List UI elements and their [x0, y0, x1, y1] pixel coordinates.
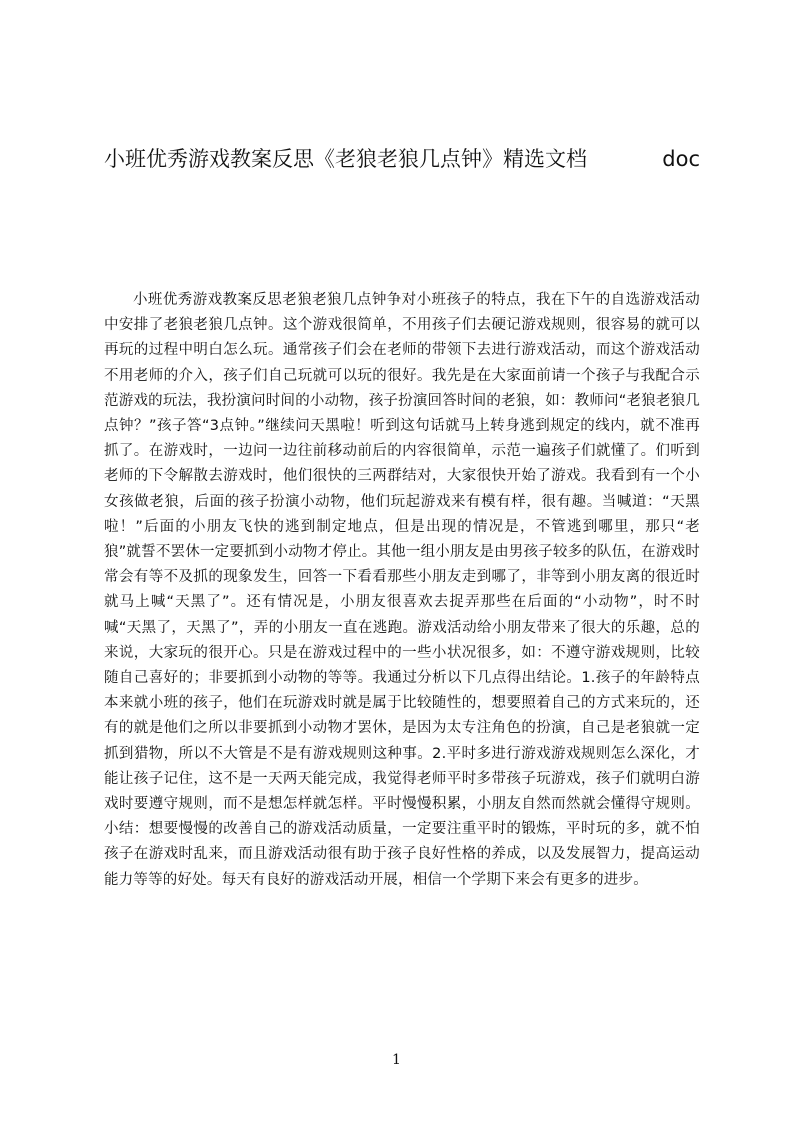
page-number: 1	[392, 1052, 401, 1068]
document-title	[104, 143, 704, 175]
document-title-suffix: doc	[662, 147, 700, 171]
document-body: 小班优秀游戏教案反思老狼老狼几点钟争对小班孩子的特点，我在下午的自选游戏活动中安排了老狼老狼几点钟。这个游戏很简单，不用孩子们去硬记游戏规则，很容易的就可以再玩的过程中明白怎么玩。通常孩子们会在老师的带领下去进行游戏活动，而这个游戏活动不用老师的介入，孩子们自己玩就可以玩的很好。我先是在大家面前请一个孩子与我配合示范游戏的玩法，我扮演问时间的小动物，孩子扮演回答时间的老狼，如：教师问“老狼老狼几点钟？”孩子答“3点钟。”继续问天黑啦！听到这句话就马上转身逃到规定的线内，就不准再抓了。在游戏时，一边问一边往前移动前后的内容很简单，示范一遍孩子们就懂了。们听到老师的下令解散去游戏时，他们很快的三两群结对，大家很快开始了游戏。我看到有一个小女孩做老狼，后面的孩子扮演小动物，他们玩起游戏来有模有样，很有趣。当喊道：“天黑啦！”后面的小朋友飞快的逃到制定地点，但是出现的情况是，不管逃到哪里，那只“老狼”就誓不罢休一定要抓到小动物才停止。其他一组小朋友是由男孩子较多的队伍，在游戏时常会有等不及抓的现象发生，回答一下看看那些小朋友走到哪了，非等到小朋友离的很近时就马上喊“天黑了”。还有情况是，小朋友很喜欢去捉弄那些在后面的“小动物”，时不时喊“天黑了，天黑了”，弄的小朋友一直在逃跑。游戏活动给小朋友带来了很大的乐趣，总的来说，大家玩的很开心。只是在游戏过程中的一些小状况很多，如：不遵守游戏规则，比较随自己喜好的；非要抓到小动物的等等。我通过分析以下几点得出结论。1.孩子的年龄特点本来就小班的孩子，他们在玩游戏时就是属于比较随性的，想要照着自己的方式来玩的，还有的就是他们之所以非要抓到小动物才罢休，是因为太专注角色的扮演，自己是老狼就一定抓到猎物，所以不大管是不是有游戏规则这种事。2.平时多进行游戏游戏规则怎么深化，才能让孩子记住，这不是一天两天能完成，我觉得老师平时多带孩子玩游戏，孩子们就明白游戏时要遵守规则，而不是想怎样就怎样。平时慢慢积累，小朋友自然而然就会懂得守规则。小结：想要慢慢的改善自己的游戏活动质量，一定要注重平时的锻炼，平时玩的多，就不怕孩子在游戏时乱来，而且游戏活动很有助于孩子良好性格的养成，以及发展智力，提高运动能力等等的好处。每天有良好的游戏活动开展，相信一个学期下来会有更多的进步。	[104, 292, 700, 888]
document-title-text: 小班优秀游戏教案反思《老狼老狼几点钟》精选文档	[104, 147, 587, 171]
